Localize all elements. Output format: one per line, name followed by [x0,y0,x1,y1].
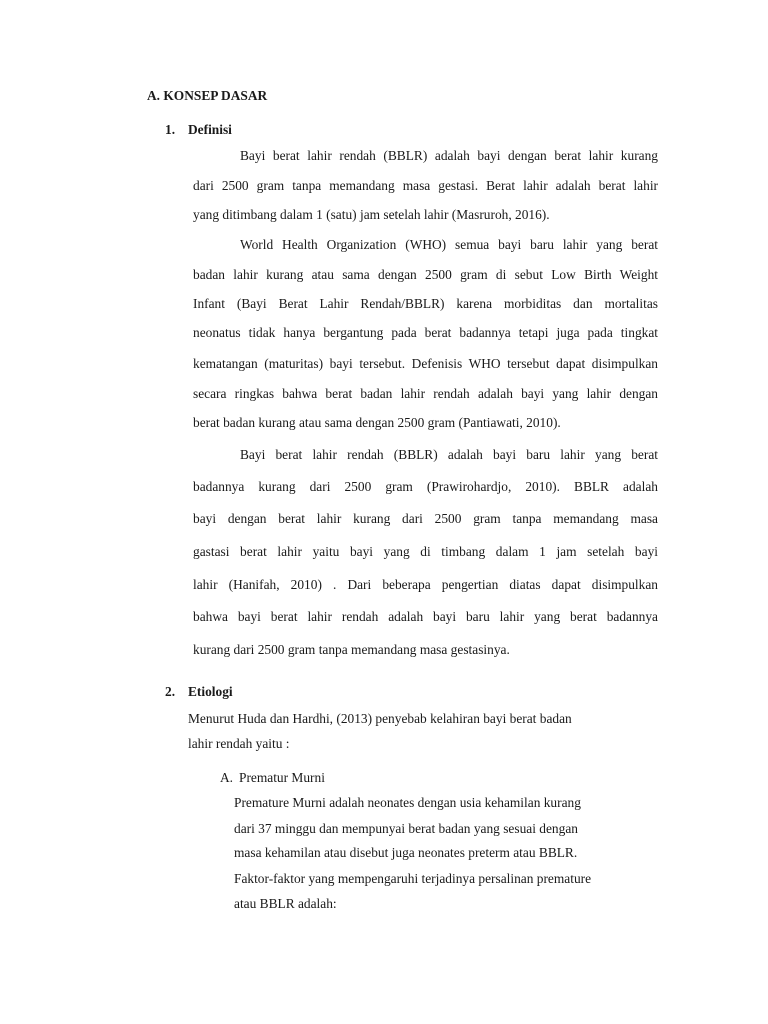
etiologi-intro-line-2: lahir rendah yaitu : [188,736,290,751]
definisi-p2-line-4: neonatus tidak hanya bergantung pada berat badannya tetapi juga pada tingkat [193,325,658,340]
definisi-p1-line-3: yang ditimbang dalam 1 (satu) jam setelah lahir (Masruroh, 2016). [193,207,550,222]
definisi-p3-line-4: gastasi berat lahir yaitu bayi yang di timbang dalam 1 jam setelah bayi [193,544,658,559]
subsection-title: Prematur Murni [239,770,325,785]
definisi-p2-line-6: secara ringkas bahwa berat badan lahir rendah adalah bayi yang lahir dengan [193,386,658,401]
definisi-p3-line-1: Bayi berat lahir rendah (BBLR) adalah bayi baru lahir yang berat [240,447,658,462]
definisi-p1-line-1: Bayi berat lahir rendah (BBLR) adalah bayi dengan berat lahir kurang [240,148,658,163]
etiologi-intro-line-1: Menurut Huda dan Hardhi, (2013) penyebab kelahiran bayi berat badan [188,711,572,726]
subsection-line-3: masa kehamilan atau disebut juga neonates preterm atau BBLR. [234,845,578,860]
definisi-p3-line-6: bahwa bayi berat lahir rendah adalah bayi baru lahir yang berat badannya [193,609,658,624]
definisi-p2-line-2: badan lahir kurang atau sama dengan 2500 gram di sebut Low Birth Weight [193,267,658,282]
definisi-p2-line-5: kematangan (maturitas) bayi tersebut. Defenisis WHO tersebut dapat disimpulkan [193,356,658,371]
etiologi-heading: Etiologi [188,684,233,699]
definisi-heading: Definisi [188,122,232,137]
definisi-p2-line-3: Infant (Bayi Berat Lahir Rendah/BBLR) karena morbiditas dan mortalitas [193,296,658,311]
definisi-p3-line-5: lahir (Hanifah, 2010) . Dari beberapa pengertian diatas dapat disimpulkan [193,577,658,592]
definisi-p2-line-7: berat badan kurang atau sama dengan 2500 gram (Pantiawati, 2010). [193,415,561,430]
subsection-line-2: dari 37 minggu dan mempunyai berat badan yang sesuai dengan [234,821,578,836]
definisi-p1-line-2: dari 2500 gram tanpa memandang masa gestasi. Berat lahir adalah berat lahir [193,178,658,193]
etiologi-number: 2. [165,684,176,699]
definisi-p3-line-2: badannya kurang dari 2500 gram (Prawirohardjo, 2010). BBLR adalah [193,479,658,494]
subsection-marker: A. [220,770,234,785]
subsection-line-5: atau BBLR adalah: [234,896,337,911]
definisi-number: 1. [165,122,176,137]
section-title: A. KONSEP DASAR [147,88,268,103]
definisi-p2-line-1: World Health Organization (WHO) semua bayi baru lahir yang berat [240,237,658,252]
subsection-line-1: Premature Murni adalah neonates dengan usia kehamilan kurang [234,795,581,810]
definisi-p3-line-7: kurang dari 2500 gram tanpa memandang masa gestasinya. [193,642,510,657]
definisi-p3-line-3: bayi dengan berat lahir kurang dari 2500 gram tanpa memandang masa [193,511,658,526]
subsection-line-4: Faktor-faktor yang mempengaruhi terjadinya persalinan premature [234,871,592,886]
